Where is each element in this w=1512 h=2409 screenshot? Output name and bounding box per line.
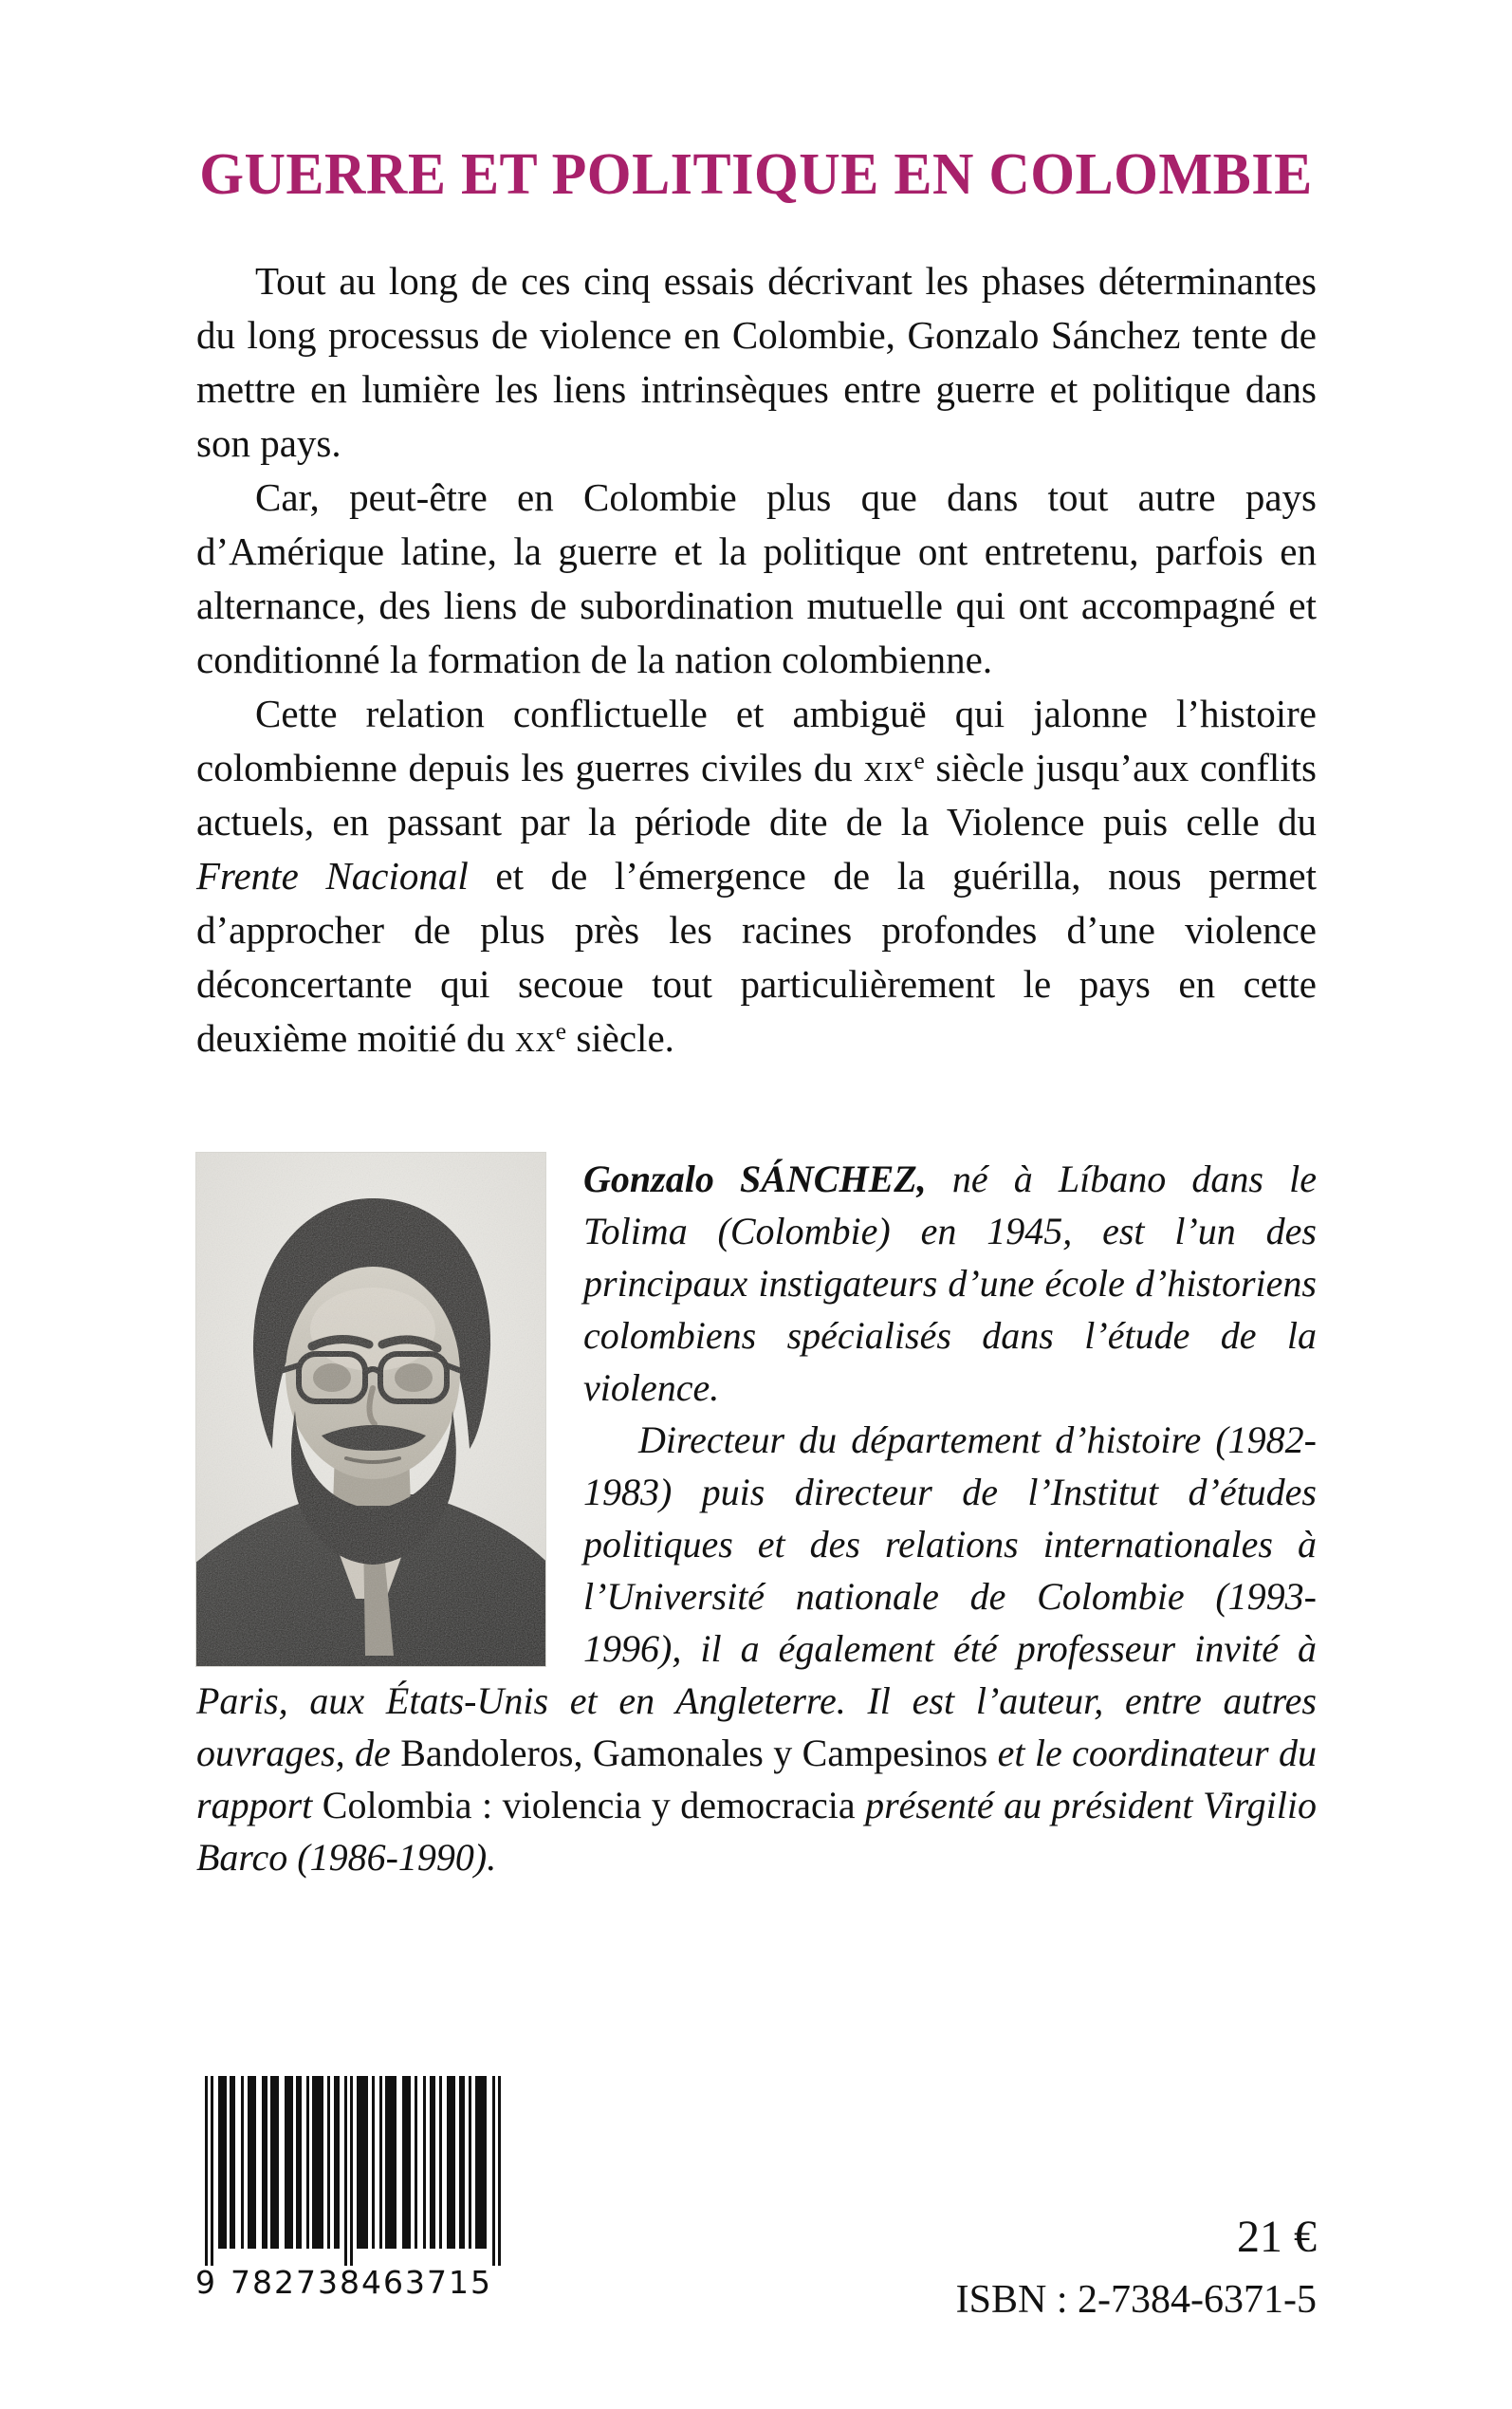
blurb-p3-segment-2: siècle jusqu’aux conflits actuels, en passant par la période dite de la Violence puis celle du — [196, 746, 1317, 843]
frente-nacional-italic-title: Frente Nacional — [196, 854, 469, 898]
author-portrait-photo — [196, 1153, 545, 1666]
blurb-p3-segment-3: et de l’émergence de la guérilla, nous permet d’approcher de plus près les racines profondes d’une violence déconcertante qui secoue tout particulièrement le pays en cette deuxième moitié du — [196, 854, 1318, 1060]
isbn-label: ISBN : 2-7384-6371-5 — [955, 2278, 1317, 2322]
author-bio-segment-1: né à Líbano dans le Tolima (Colombie) en 1945, est l’un des principaux instigateurs d’une école d’historiens colombiens spécialisés dans l’étude de la violence. — [583, 1158, 1318, 1409]
century-19-ordinal: e — [913, 747, 925, 774]
blurb-p3-segment-4: siècle. — [566, 1016, 674, 1060]
author-bio-segment-2: Directeur du département d’histoire (1982-1983) puis directeur de l’Institut d’études politiques et des relations internationales à l’Université nationale de Colombie (1993-1996), il a également été professeur invité à Paris, aux États-Unis et en Angleterre. Il est l’auteur, entre autres ouvrages, de — [196, 1418, 1317, 1774]
ean13-barcode — [195, 2076, 523, 2301]
author-bio-segment-3: et le coordinateur du rapport — [196, 1732, 1317, 1826]
barcode-left-group: 782738 — [230, 2264, 361, 2301]
barcode-number — [195, 2264, 523, 2301]
century-19-smallcaps: xix — [863, 746, 914, 789]
blurb-text — [196, 254, 1317, 1066]
barcode-right-group: 463715 — [360, 2264, 492, 2301]
author-name: Gonzalo SÁNCHEZ, — [583, 1158, 927, 1200]
page-title: GUERRE ET POLITIQUE EN COLOMBIE — [199, 141, 1313, 207]
century-20-ordinal: e — [555, 1017, 567, 1045]
blurb-paragraph-2: Car, peut-être en Colombie plus que dans tout autre pays d’Amérique latine, la guerre et la politique ont entretenu, parfois en alternance, des liens de subordination mutuelle qui ont accompagné et conditionné la formation de la nation colombienne. — [196, 475, 1317, 681]
book-title-colombia: Colombia : violencia y democracia — [322, 1784, 856, 1826]
blurb-paragraph-1: Tout au long de ces cinq essais décrivant les phases déterminantes du long processus de violence en Colombie, Gonzalo Sánchez tente de mettre en lumière les liens intrinsèques entre guerre et politique dans son pays. — [196, 259, 1317, 465]
book-title-bandoleros: Bandoleros, Gamonales y Campesinos — [400, 1732, 988, 1774]
blurb-p3-segment-1: Cette relation conflictuelle et ambiguë qui jalonne l’histoire colombienne depuis les guerres civiles du — [196, 692, 1317, 789]
blurb-paragraph-3 — [196, 687, 1317, 1066]
barcode-lead-digit: 9 — [195, 2264, 217, 2301]
price-label: 21 € — [1237, 2212, 1317, 2262]
author-section — [196, 1153, 1317, 1883]
century-20-smallcaps: xx — [514, 1016, 556, 1060]
author-bio-segment-4: présenté au président Virgilio Barco (1986-1990). — [196, 1784, 1318, 1879]
